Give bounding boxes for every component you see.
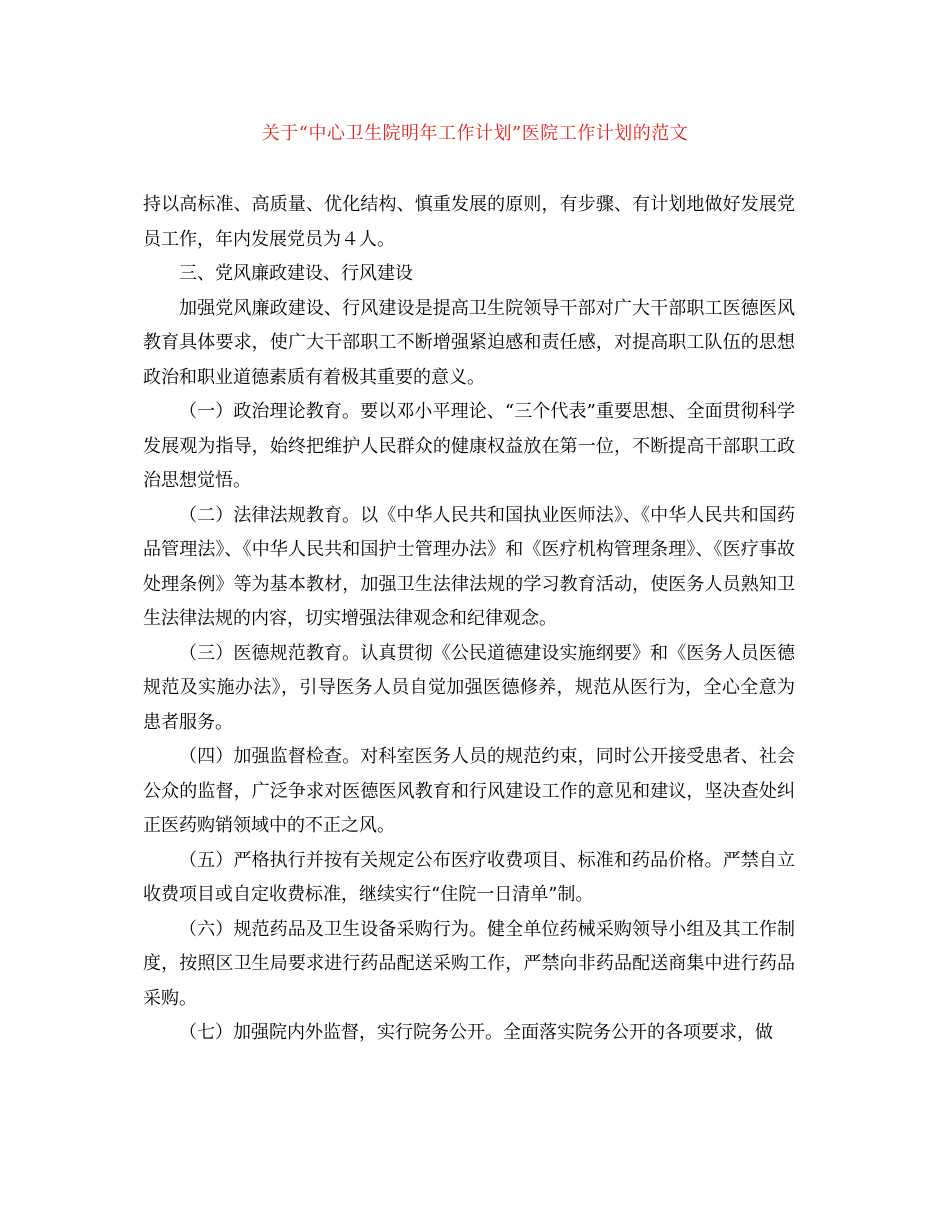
paragraph-item-7: （七）加强院内外监督，实行院务公开。全面落实院务公开的各项要求，做 bbox=[179, 1022, 773, 1043]
document-body bbox=[143, 188, 795, 1051]
paragraph-continued: 持以高标准、高质量、优化结构、慎重发展的原则，有步骤、有计划地做好发展党员工作，年内发展党员为４人。 bbox=[143, 194, 795, 250]
paragraph-item-6: （六）规范药品及卫生设备采购行为。健全单位药械采购领导小组及其工作制度，按照区卫生局要求进行药品配送采购工作，严禁向非药品配送商集中进行药品采购。 bbox=[143, 918, 795, 1009]
paragraph-intro: 加强党风廉政建设、行风建设是提高卫生院领导干部对广大干部职工医德医风教育具体要求，使广大干部职工不断增强紧迫感和责任感，对提高职工队伍的思想政治和职业道德素质有着极其重要的意义。 bbox=[143, 297, 795, 388]
section-heading: 三、党风廉政建设、行风建设 bbox=[179, 263, 413, 284]
paragraph-item-4: （四）加强监督检查。对科室医务人员的规范约束，同时公开接受患者、社会公众的监督，广泛争求对医德医风教育和行风建设工作的意见和建议，坚决查处纠正医药购销领域中的不正之风。 bbox=[143, 746, 795, 836]
document-title: 关于“中心卫生院明年工作计划”医院工作计划的范文 bbox=[261, 123, 689, 144]
paragraph-item-3: （三）医德规范教育。认真贯彻《公民道德建设实施纲要》和《医务人员医德规范及实施办法》，引导医务人员自觉加强医德修养，规范从医行为，全心全意为患者服务。 bbox=[143, 642, 795, 733]
paragraph-item-2: （二）法律法规教育。以《中华人民共和国执业医师法》、《中华人民共和国药品管理法》、《中华人民共和国护士管理办法》和《医疗机构管理条理》、《医疗事故处理条例》等为基本教材，加强卫生法律法规的学习教育活动，使医务人员熟知卫生法律法规的内容，切实增强法律观念和纪律观念。 bbox=[143, 504, 795, 629]
paragraph-item-5: （五）严格执行并按有关规定公布医疗收费项目、标准和药品价格。严禁自立收费项目或自定收费标准，继续实行“住院一日清单”制。 bbox=[143, 849, 795, 905]
paragraph-item-1: （一）政治理论教育。要以邓小平理论、“三个代表”重要思想、全面贯彻科学发展观为指导，始终把维护人民群众的健康权益放在第一位，不断提高干部职工政治思想觉悟。 bbox=[143, 401, 795, 491]
